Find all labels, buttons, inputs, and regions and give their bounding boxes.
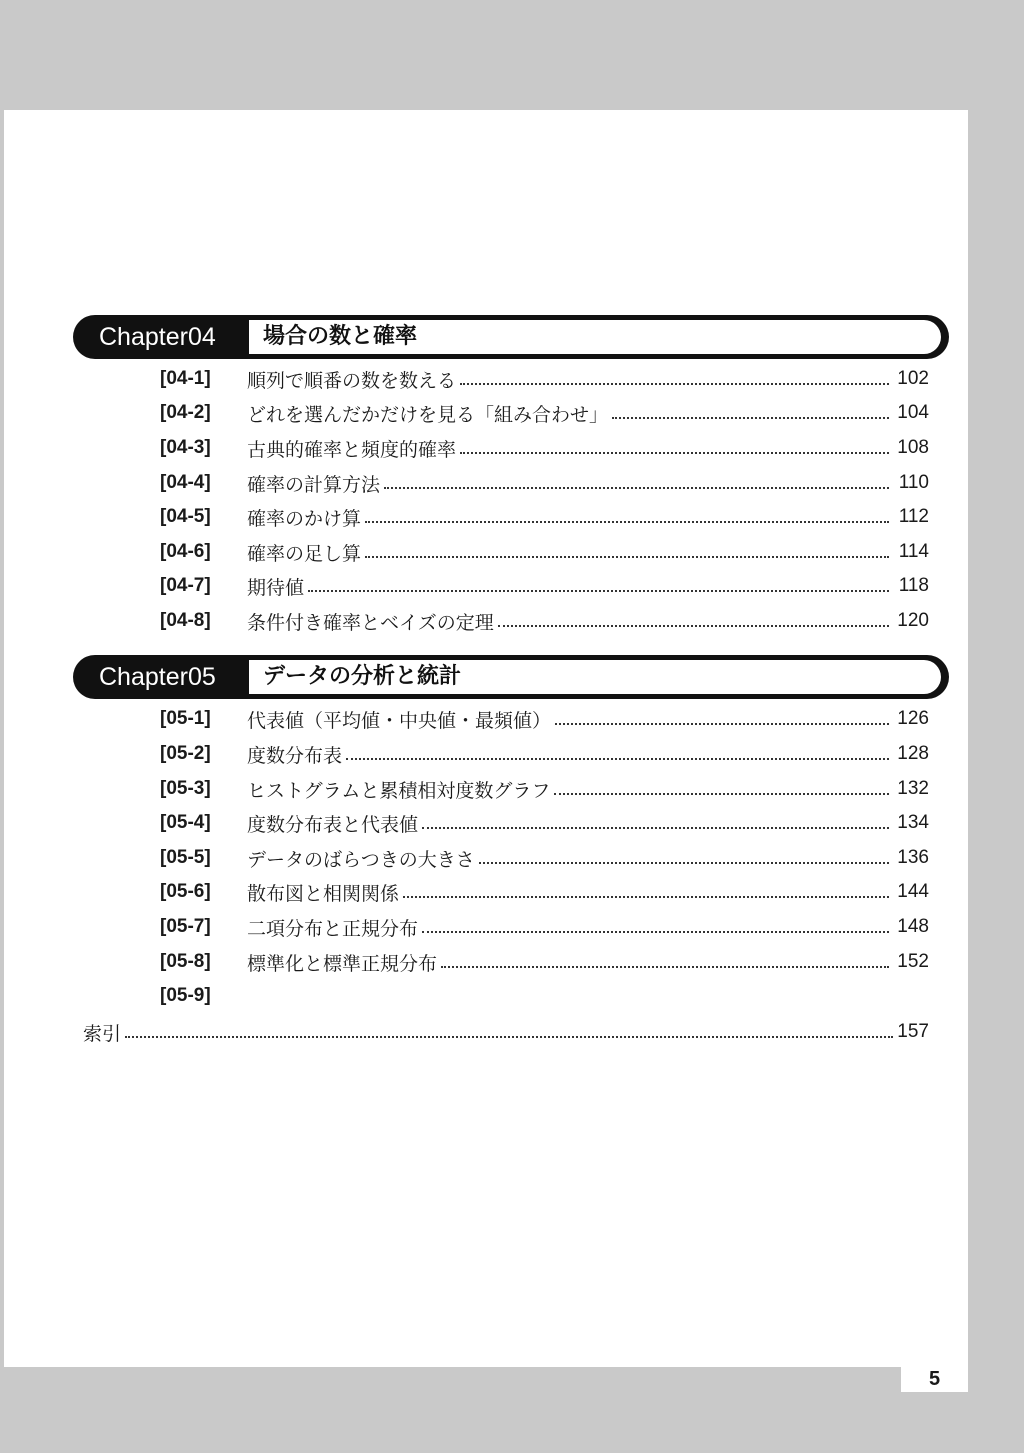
chapter-04-header [73,315,949,359]
toc-entry[interactable] [0,738,1024,770]
entry-id: [05-7] [160,916,211,937]
entry-id: [05-2] [160,743,211,764]
toc-entry[interactable] [0,570,1024,602]
toc-entry[interactable] [0,363,1024,395]
toc-entry[interactable] [0,703,1024,735]
entry-title: 代表値（平均値・中央値・最頻値） [247,709,552,732]
entry-title: データのばらつきの大きさ [247,848,475,871]
dot-leader [422,827,889,829]
chapter-04-title: 場合の数と確率 [263,324,418,349]
dot-leader [554,793,889,795]
entry-id: [05-4] [160,812,211,833]
dot-leader [479,862,889,864]
entry-page: 108 [897,437,929,458]
entry-page: 144 [897,881,929,902]
toc-entry[interactable] [0,536,1024,568]
entry-page: 128 [897,743,929,764]
page-number: 5 [901,1366,968,1392]
entry-id: [04-1] [160,368,211,389]
entry-page: 152 [897,951,929,972]
dot-leader [612,417,889,419]
entry-id: [04-3] [160,437,211,458]
entry-title: 二項分布と正規分布 [247,917,419,940]
entry-page: 126 [897,708,929,729]
dot-leader [125,1036,893,1038]
chapter-05-header [73,655,949,699]
dot-leader [308,590,889,592]
entry-id: [04-2] [160,402,211,423]
toc-entry[interactable] [0,807,1024,839]
entry-title: どれを選んだかだけを見る「組み合わせ」 [247,403,609,426]
toc-entry[interactable] [0,842,1024,874]
entry-page: 132 [897,778,929,799]
toc-entry[interactable] [0,946,1024,978]
toc-entry[interactable] [0,432,1024,464]
chapter-04-label: Chapter04 [99,323,216,351]
entry-title: 順列で順番の数を数える [247,369,457,392]
dot-leader [460,452,889,454]
entry-title: 度数分布表 [247,744,343,767]
entry-title: 散布図と相関関係 [247,882,400,905]
dot-leader [441,966,889,968]
toc-entry[interactable] [0,876,1024,908]
toc-entry[interactable] [0,397,1024,429]
dot-leader [422,931,889,933]
entry-page: 110 [898,472,929,493]
entry-id: [05-9] [160,985,211,1006]
entry-page: 112 [898,506,929,527]
entry-id: [04-5] [160,506,211,527]
entry-title: 確率の足し算 [247,542,362,565]
entry-title: 度数分布表と代表値 [247,813,419,836]
entry-title: 標準化と標準正規分布 [247,952,438,975]
dot-leader [403,896,889,898]
toc-entry[interactable] [0,467,1024,499]
entry-title: 条件付き確率とベイズの定理 [247,611,494,634]
entry-title: 古典的確率と頻度的確率 [247,438,457,461]
entry-id: [04-7] [160,575,211,596]
entry-title: 期待値 [247,576,305,599]
dot-leader [346,758,889,760]
index-title: 索引 [83,1022,122,1045]
entry-id: [04-6] [160,541,211,562]
entry-page: 114 [898,541,929,562]
entry-page: 148 [897,916,929,937]
dot-leader [555,723,889,725]
entry-id: [05-6] [160,881,211,902]
entry-page: 134 [897,812,929,833]
dot-leader [460,383,889,385]
chapter-05-title: データの分析と統計 [263,664,462,689]
entry-id: [05-5] [160,847,211,868]
entry-page: 102 [897,368,929,389]
entry-title: 確率の計算方法 [247,473,381,496]
entry-page: 136 [897,847,929,868]
chapter-05-label: Chapter05 [99,663,216,691]
entry-id: [04-4] [160,472,211,493]
index-entry[interactable] [83,1016,929,1048]
dot-leader [365,521,889,523]
entry-title: ヒストグラムと累積相対度数グラフ [247,779,551,802]
toc-entry[interactable] [0,501,1024,533]
index-page: 157 [897,1021,929,1042]
entry-title: 確率のかけ算 [247,507,362,530]
entry-page: 120 [897,610,929,631]
entry-id: [05-3] [160,778,211,799]
entry-id: [04-8] [160,610,211,631]
toc-entry[interactable] [0,773,1024,805]
entry-id: [05-1] [160,708,211,729]
toc-entry[interactable] [0,911,1024,943]
dot-leader [384,487,889,489]
chapter-04-title-box [249,320,941,354]
entry-id: [05-8] [160,951,211,972]
chapter-05-title-box [249,660,941,694]
dot-leader [498,625,889,627]
dot-leader [365,556,889,558]
entry-page: 118 [898,575,929,596]
toc-entry[interactable] [0,980,1024,1012]
entry-page: 104 [897,402,929,423]
toc-entry[interactable] [0,605,1024,637]
